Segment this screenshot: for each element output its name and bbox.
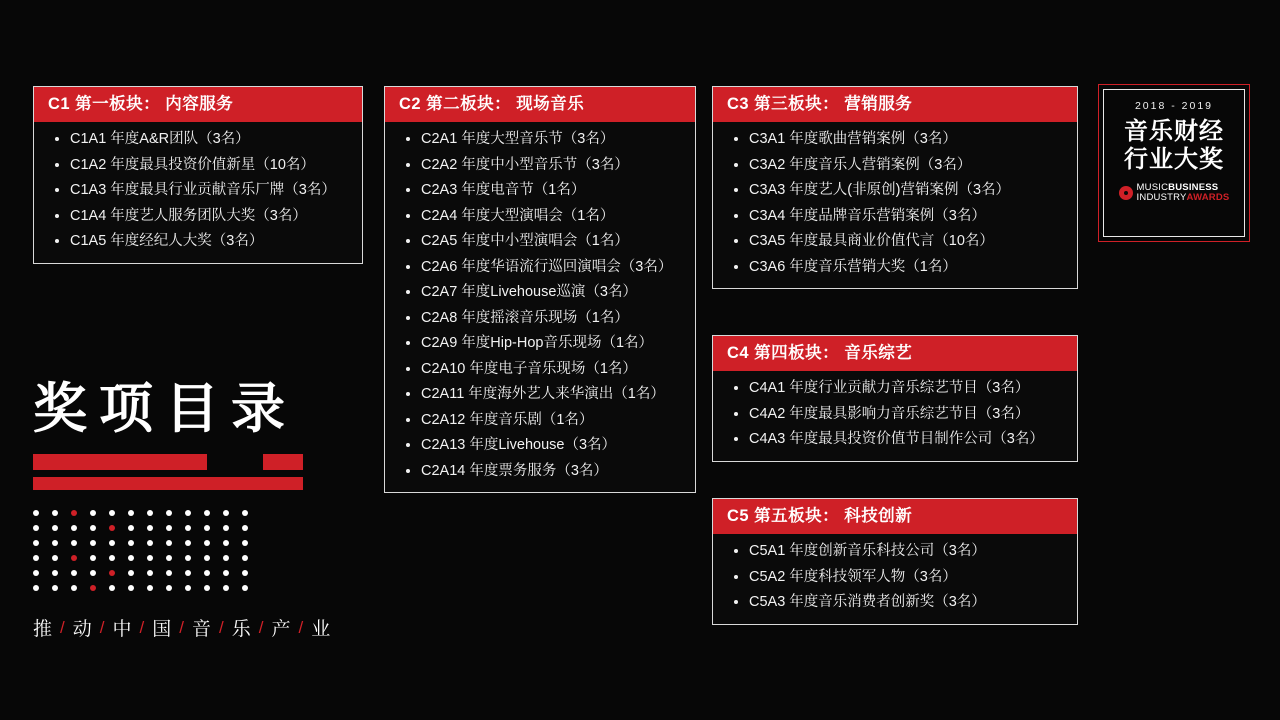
list-item: C3A5 年度最具商业价值代言（10名） xyxy=(723,234,1067,249)
panel-c4-header: C4 第四板块： 音乐综艺 xyxy=(713,336,1077,371)
decor-dot xyxy=(204,570,210,576)
list-item: C2A7 年度Livehouse巡演（3名） xyxy=(395,285,685,300)
list-item: C1A2 年度最具投资价值新星（10名） xyxy=(44,158,352,173)
award-logo-line1: MUSICBUSINESS xyxy=(1136,182,1219,194)
panel-c4 xyxy=(712,335,1078,462)
tagline-char: 中 xyxy=(112,619,133,640)
panel-c2-list xyxy=(395,132,685,478)
decor-dot xyxy=(33,585,39,591)
decor-dot xyxy=(185,555,191,561)
panel-c5 xyxy=(712,498,1078,625)
tagline-char: 产 xyxy=(271,619,292,640)
decor-dot xyxy=(166,555,172,561)
panel-c2 xyxy=(384,86,696,493)
decor-dot xyxy=(242,540,248,546)
decor-dot xyxy=(109,525,115,531)
tagline-separator: / xyxy=(60,617,66,637)
decor-dot xyxy=(128,585,134,591)
decor-dot xyxy=(242,570,248,576)
tagline-char: 业 xyxy=(311,619,332,640)
tagline-separator: / xyxy=(179,617,185,637)
list-item: C2A13 年度Livehouse（3名） xyxy=(395,438,685,453)
decor-dot xyxy=(242,585,248,591)
tagline-char: 国 xyxy=(152,619,173,640)
decor-dot xyxy=(109,510,115,516)
decor-dot xyxy=(147,540,153,546)
decor-dot xyxy=(166,585,172,591)
decor-dot xyxy=(90,510,96,516)
decor-dot xyxy=(223,540,229,546)
decor-dot xyxy=(204,540,210,546)
tagline-separator: / xyxy=(258,617,265,637)
decor-dot xyxy=(128,540,134,546)
decor-dot xyxy=(90,540,96,546)
decor-dot xyxy=(128,510,134,516)
panel-c3-list xyxy=(723,132,1067,274)
tagline-char: 乐 xyxy=(231,619,252,640)
award-logo xyxy=(1119,183,1230,203)
decor-dot xyxy=(52,540,58,546)
list-item: C2A3 年度电音节（1名） xyxy=(395,183,685,198)
list-item: C3A3 年度艺人(非原创)营销案例（3名） xyxy=(723,183,1067,198)
award-logo-text xyxy=(1137,183,1230,203)
decor-dot xyxy=(71,585,77,591)
list-item: C2A14 年度票务服务（3名） xyxy=(395,464,685,479)
list-item: C2A1 年度大型音乐节（3名） xyxy=(395,132,685,147)
decor-bar-short xyxy=(263,454,303,470)
decor-dot xyxy=(147,585,153,591)
award-badge-title-line2: 行业大奖 xyxy=(1124,145,1224,173)
decor-dot xyxy=(33,510,39,516)
decor-dot xyxy=(147,570,153,576)
vinyl-disc-icon xyxy=(1119,186,1133,200)
panel-c5-header: C5 第五板块： 科技创新 xyxy=(713,499,1077,534)
panel-c1-body xyxy=(34,122,362,263)
page-title: 奖项目录 xyxy=(33,379,297,439)
tagline-separator: / xyxy=(219,617,225,637)
list-item: C5A1 年度创新音乐科技公司（3名） xyxy=(723,544,1067,559)
decor-dot xyxy=(147,525,153,531)
decor-dot xyxy=(71,525,77,531)
list-item: C2A11 年度海外艺人来华演出（1名） xyxy=(395,387,685,402)
panel-c2-body xyxy=(385,122,695,492)
decor-dot xyxy=(166,540,172,546)
decor-dot xyxy=(223,525,229,531)
decor-dot xyxy=(128,570,134,576)
decor-dot xyxy=(33,540,39,546)
list-item: C2A2 年度中小型音乐节（3名） xyxy=(395,158,685,173)
tagline-char: 动 xyxy=(72,619,93,640)
list-item: C3A2 年度音乐人营销案例（3名） xyxy=(723,158,1067,173)
decor-dot xyxy=(109,540,115,546)
list-item: C4A2 年度最具影响力音乐综艺节目（3名） xyxy=(723,407,1067,422)
list-item: C2A8 年度摇滚音乐现场（1名） xyxy=(395,311,685,326)
list-item: C2A12 年度音乐剧（1名） xyxy=(395,413,685,428)
list-item: C3A4 年度品牌音乐营销案例（3名） xyxy=(723,209,1067,224)
decor-dot xyxy=(166,510,172,516)
list-item: C4A3 年度最具投资价值节目制作公司（3名） xyxy=(723,432,1067,447)
panel-c1-header: C1 第一板块： 内容服务 xyxy=(34,87,362,122)
award-badge xyxy=(1098,84,1250,242)
decor-dot xyxy=(223,555,229,561)
list-item: C2A5 年度中小型演唱会（1名） xyxy=(395,234,685,249)
list-item: C1A1 年度A&R团队（3名） xyxy=(44,132,352,147)
decor-dot xyxy=(109,570,115,576)
award-logo-line2: INDUSTRYAWARDS xyxy=(1136,192,1230,204)
decor-dot xyxy=(147,555,153,561)
panel-c3-body xyxy=(713,122,1077,288)
decor-dot xyxy=(52,555,58,561)
list-item: C2A9 年度Hip-Hop音乐现场（1名） xyxy=(395,336,685,351)
panel-c2-header: C2 第二板块： 现场音乐 xyxy=(385,87,695,122)
award-badge-title-line1: 音乐财经 xyxy=(1124,118,1224,145)
list-item: C1A5 年度经纪人大奖（3名） xyxy=(44,234,352,249)
list-item: C4A1 年度行业贡献力音乐综艺节目（3名） xyxy=(723,381,1067,396)
decor-dot xyxy=(71,555,77,561)
award-badge-title xyxy=(1124,118,1224,173)
decor-dot xyxy=(52,570,58,576)
decor-dot xyxy=(109,555,115,561)
decor-dot xyxy=(223,510,229,516)
decor-dot xyxy=(33,555,39,561)
decor-dot xyxy=(71,540,77,546)
decor-dot xyxy=(185,540,191,546)
list-item: C3A6 年度音乐营销大奖（1名） xyxy=(723,260,1067,275)
decor-dot xyxy=(52,585,58,591)
decor-dot xyxy=(204,585,210,591)
decor-dot xyxy=(242,510,248,516)
panel-c4-body xyxy=(713,371,1077,461)
panel-c1 xyxy=(33,86,363,264)
panel-c3 xyxy=(712,86,1078,289)
decor-dot xyxy=(109,585,115,591)
list-item: C2A4 年度大型演唱会（1名） xyxy=(395,209,685,224)
panel-c1-list xyxy=(44,132,352,249)
decor-dot xyxy=(204,525,210,531)
decor-dot xyxy=(223,570,229,576)
award-badge-years: 2018 - 2019 xyxy=(1134,100,1214,112)
award-badge-frame xyxy=(1103,89,1245,237)
tagline-separator: / xyxy=(298,617,305,637)
list-item: C2A10 年度电子音乐现场（1名） xyxy=(395,362,685,377)
decor-bar-row-2 xyxy=(33,477,303,490)
decor-dot xyxy=(204,555,210,561)
decor-dot xyxy=(90,525,96,531)
list-item: C2A6 年度华语流行巡回演唱会（3名） xyxy=(395,260,685,275)
tagline-char: 推 xyxy=(33,619,54,640)
decor-dot-grid xyxy=(33,510,333,600)
tagline xyxy=(33,614,333,641)
decor-dot xyxy=(33,570,39,576)
decor-dot xyxy=(242,555,248,561)
panel-c4-list xyxy=(723,381,1067,447)
decor-dot xyxy=(185,570,191,576)
decor-dot xyxy=(33,525,39,531)
panel-c5-list xyxy=(723,544,1067,610)
decor-bars xyxy=(33,454,333,490)
decor-dot xyxy=(71,510,77,516)
decor-dot xyxy=(90,570,96,576)
decor-dot xyxy=(90,585,96,591)
decor-dot xyxy=(242,525,248,531)
decor-dot xyxy=(90,555,96,561)
decor-dot xyxy=(128,555,134,561)
decor-bar-row-1 xyxy=(33,454,333,470)
decor-dot xyxy=(166,570,172,576)
panel-c3-header: C3 第三板块： 营销服务 xyxy=(713,87,1077,122)
list-item: C1A3 年度最具行业贡献音乐厂牌（3名） xyxy=(44,183,352,198)
decor-dot xyxy=(166,525,172,531)
list-item: C5A2 年度科技领军人物（3名） xyxy=(723,570,1067,585)
tagline-separator: / xyxy=(139,617,146,637)
decor-bar-long xyxy=(33,454,207,470)
decor-dot xyxy=(185,525,191,531)
decor-dot xyxy=(71,570,77,576)
decor-dot xyxy=(128,525,134,531)
list-item: C1A4 年度艺人服务团队大奖（3名） xyxy=(44,209,352,224)
panel-c5-body xyxy=(713,534,1077,624)
decor-dot xyxy=(223,585,229,591)
tagline-char: 音 xyxy=(192,619,213,640)
decor-dot xyxy=(204,510,210,516)
decor-dot xyxy=(52,525,58,531)
decor-dot xyxy=(147,510,153,516)
hero-block xyxy=(33,379,333,641)
decor-dot xyxy=(185,510,191,516)
decor-dot xyxy=(52,510,58,516)
list-item: C3A1 年度歌曲营销案例（3名） xyxy=(723,132,1067,147)
list-item: C5A3 年度音乐消费者创新奖（3名） xyxy=(723,595,1067,610)
tagline-separator: / xyxy=(99,617,106,637)
decor-dot xyxy=(185,585,191,591)
